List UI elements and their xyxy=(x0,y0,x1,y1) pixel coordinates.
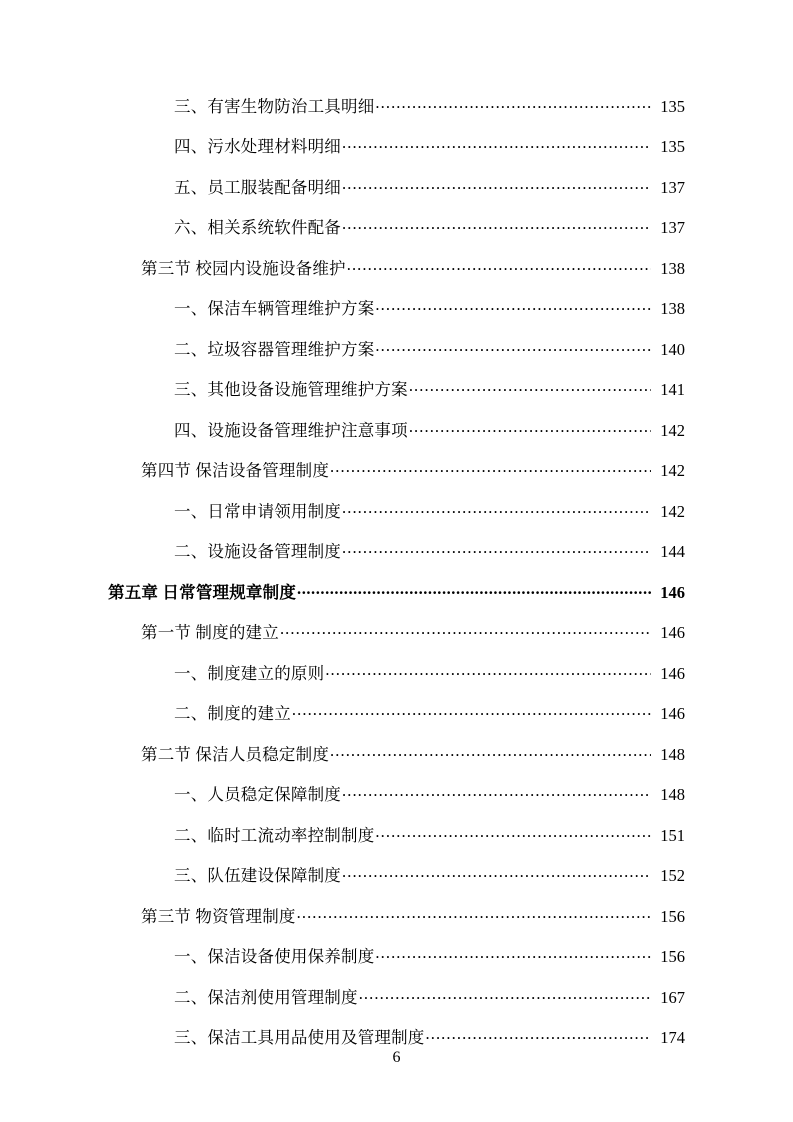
toc-entry[interactable] xyxy=(108,986,685,1027)
toc-entry[interactable] xyxy=(108,257,685,298)
toc-leader-dots xyxy=(375,298,651,315)
toc-entry[interactable] xyxy=(108,95,685,136)
toc-entry-page-number: 140 xyxy=(660,339,685,359)
toc-entry-label: 三、保洁工具用品使用及管理制度 xyxy=(174,1028,425,1047)
toc-entry[interactable] xyxy=(108,784,685,825)
toc-entry-label: 二、保洁剂使用管理制度 xyxy=(174,987,358,1007)
toc-leader-dots xyxy=(342,176,651,193)
toc-entry-label: 三、其他设备设施管理维护方案 xyxy=(174,380,408,399)
toc-leader-dots xyxy=(342,136,651,153)
toc-entry-page-number: 135 xyxy=(660,96,685,116)
toc-entry-page-number: 137 xyxy=(660,218,685,237)
toc-leader-dots xyxy=(375,338,651,355)
toc-entry-page-number: 138 xyxy=(660,258,685,278)
toc-leader-dots xyxy=(359,986,651,1003)
toc-leader-dots xyxy=(330,743,651,760)
toc-entry-page-number: 151 xyxy=(660,825,685,845)
toc-entry-label: 一、人员稳定保障制度 xyxy=(174,785,341,804)
toc-entry[interactable] xyxy=(108,743,685,784)
toc-entry-page-number: 152 xyxy=(660,866,685,885)
toc-entry-label: 第三节 物资管理制度 xyxy=(141,906,296,926)
toc-entry-label: 四、设施设备管理维护注意事项 xyxy=(174,420,408,440)
toc-leader-dots xyxy=(409,419,651,436)
toc-entry-label: 二、设施设备管理制度 xyxy=(174,542,341,561)
toc-entry-label: 三、有害生物防治工具明细 xyxy=(174,96,375,116)
toc-entry-page-number: 146 xyxy=(660,623,685,642)
toc-entry[interactable] xyxy=(108,460,685,501)
toc-entry-page-number: 148 xyxy=(660,744,685,764)
toc-leader-dots xyxy=(426,1027,652,1044)
toc-leader-dots xyxy=(375,946,651,963)
toc-entry[interactable] xyxy=(108,905,685,946)
table-of-contents xyxy=(108,95,685,1067)
toc-leader-dots xyxy=(297,905,651,922)
toc-leader-dots xyxy=(292,703,651,720)
toc-entry-label: 三、队伍建设保障制度 xyxy=(174,866,341,885)
toc-entry-page-number: 146 xyxy=(660,663,685,683)
toc-entry-label: 一、日常申请领用制度 xyxy=(174,501,341,521)
toc-entry-page-number: 156 xyxy=(660,947,685,966)
toc-leader-dots xyxy=(409,379,651,396)
toc-entry-label: 一、保洁设备使用保养制度 xyxy=(174,947,375,966)
toc-entry-label: 第三节 校园内设施设备维护 xyxy=(141,258,346,278)
toc-leader-dots xyxy=(297,581,651,598)
toc-leader-dots xyxy=(375,824,651,841)
page-number-footer: 6 xyxy=(392,1049,401,1066)
toc-entry-page-number: 156 xyxy=(660,906,685,926)
toc-entry-page-number: 138 xyxy=(660,299,685,318)
toc-entry-page-number: 144 xyxy=(660,542,685,561)
toc-entry-page-number: 146 xyxy=(660,582,685,602)
toc-entry[interactable] xyxy=(108,176,685,217)
toc-leader-dots xyxy=(330,460,651,477)
toc-entry-page-number: 174 xyxy=(660,1028,685,1047)
toc-entry-page-number: 142 xyxy=(660,420,685,440)
toc-entry[interactable] xyxy=(108,217,685,258)
toc-entry-label: 二、临时工流动率控制制度 xyxy=(174,825,375,845)
toc-entry-page-number: 146 xyxy=(660,704,685,723)
toc-entry-page-number: 141 xyxy=(660,380,685,399)
toc-entry-label: 一、制度建立的原则 xyxy=(174,663,325,683)
toc-leader-dots xyxy=(342,865,651,882)
toc-entry-label: 第一节 制度的建立 xyxy=(141,623,279,642)
toc-entry[interactable] xyxy=(108,662,685,703)
toc-leader-dots xyxy=(342,784,651,801)
toc-leader-dots xyxy=(280,622,651,639)
toc-entry-label: 五、员工服装配备明细 xyxy=(174,177,341,197)
toc-leader-dots xyxy=(325,662,651,679)
toc-entry-page-number: 148 xyxy=(660,785,685,804)
toc-entry[interactable] xyxy=(108,824,685,865)
toc-entry-page-number: 142 xyxy=(660,461,685,480)
toc-entry[interactable] xyxy=(108,622,685,663)
toc-entry[interactable] xyxy=(108,419,685,460)
toc-entry-label: 第四节 保洁设备管理制度 xyxy=(141,461,330,480)
toc-leader-dots xyxy=(342,217,651,234)
toc-entry[interactable] xyxy=(108,541,685,582)
toc-entry-label: 二、制度的建立 xyxy=(174,704,291,723)
toc-entry[interactable] xyxy=(108,500,685,541)
toc-entry-label: 第二节 保洁人员稳定制度 xyxy=(141,744,330,764)
toc-leader-dots xyxy=(347,257,651,274)
toc-leader-dots xyxy=(342,500,651,517)
toc-entry-page-number: 135 xyxy=(660,137,685,156)
toc-entry[interactable] xyxy=(108,865,685,906)
toc-entry-label: 六、相关系统软件配备 xyxy=(174,218,341,237)
toc-entry-label: 第五章 日常管理规章制度 xyxy=(108,582,297,602)
toc-entry[interactable] xyxy=(108,298,685,339)
toc-entry-page-number: 167 xyxy=(660,987,685,1007)
toc-entry-label: 四、污水处理材料明细 xyxy=(174,137,341,156)
toc-leader-dots xyxy=(342,541,651,558)
toc-entry-label: 一、保洁车辆管理维护方案 xyxy=(174,299,375,318)
toc-entry[interactable] xyxy=(108,703,685,744)
toc-entry-page-number: 137 xyxy=(660,177,685,197)
toc-leader-dots xyxy=(375,95,651,112)
toc-entry[interactable] xyxy=(108,136,685,177)
toc-entry[interactable] xyxy=(108,379,685,420)
toc-entry-label: 二、垃圾容器管理维护方案 xyxy=(174,339,375,359)
toc-entry[interactable] xyxy=(108,946,685,987)
toc-entry-page-number: 142 xyxy=(660,501,685,521)
toc-entry[interactable] xyxy=(108,581,685,622)
toc-entry[interactable] xyxy=(108,338,685,379)
